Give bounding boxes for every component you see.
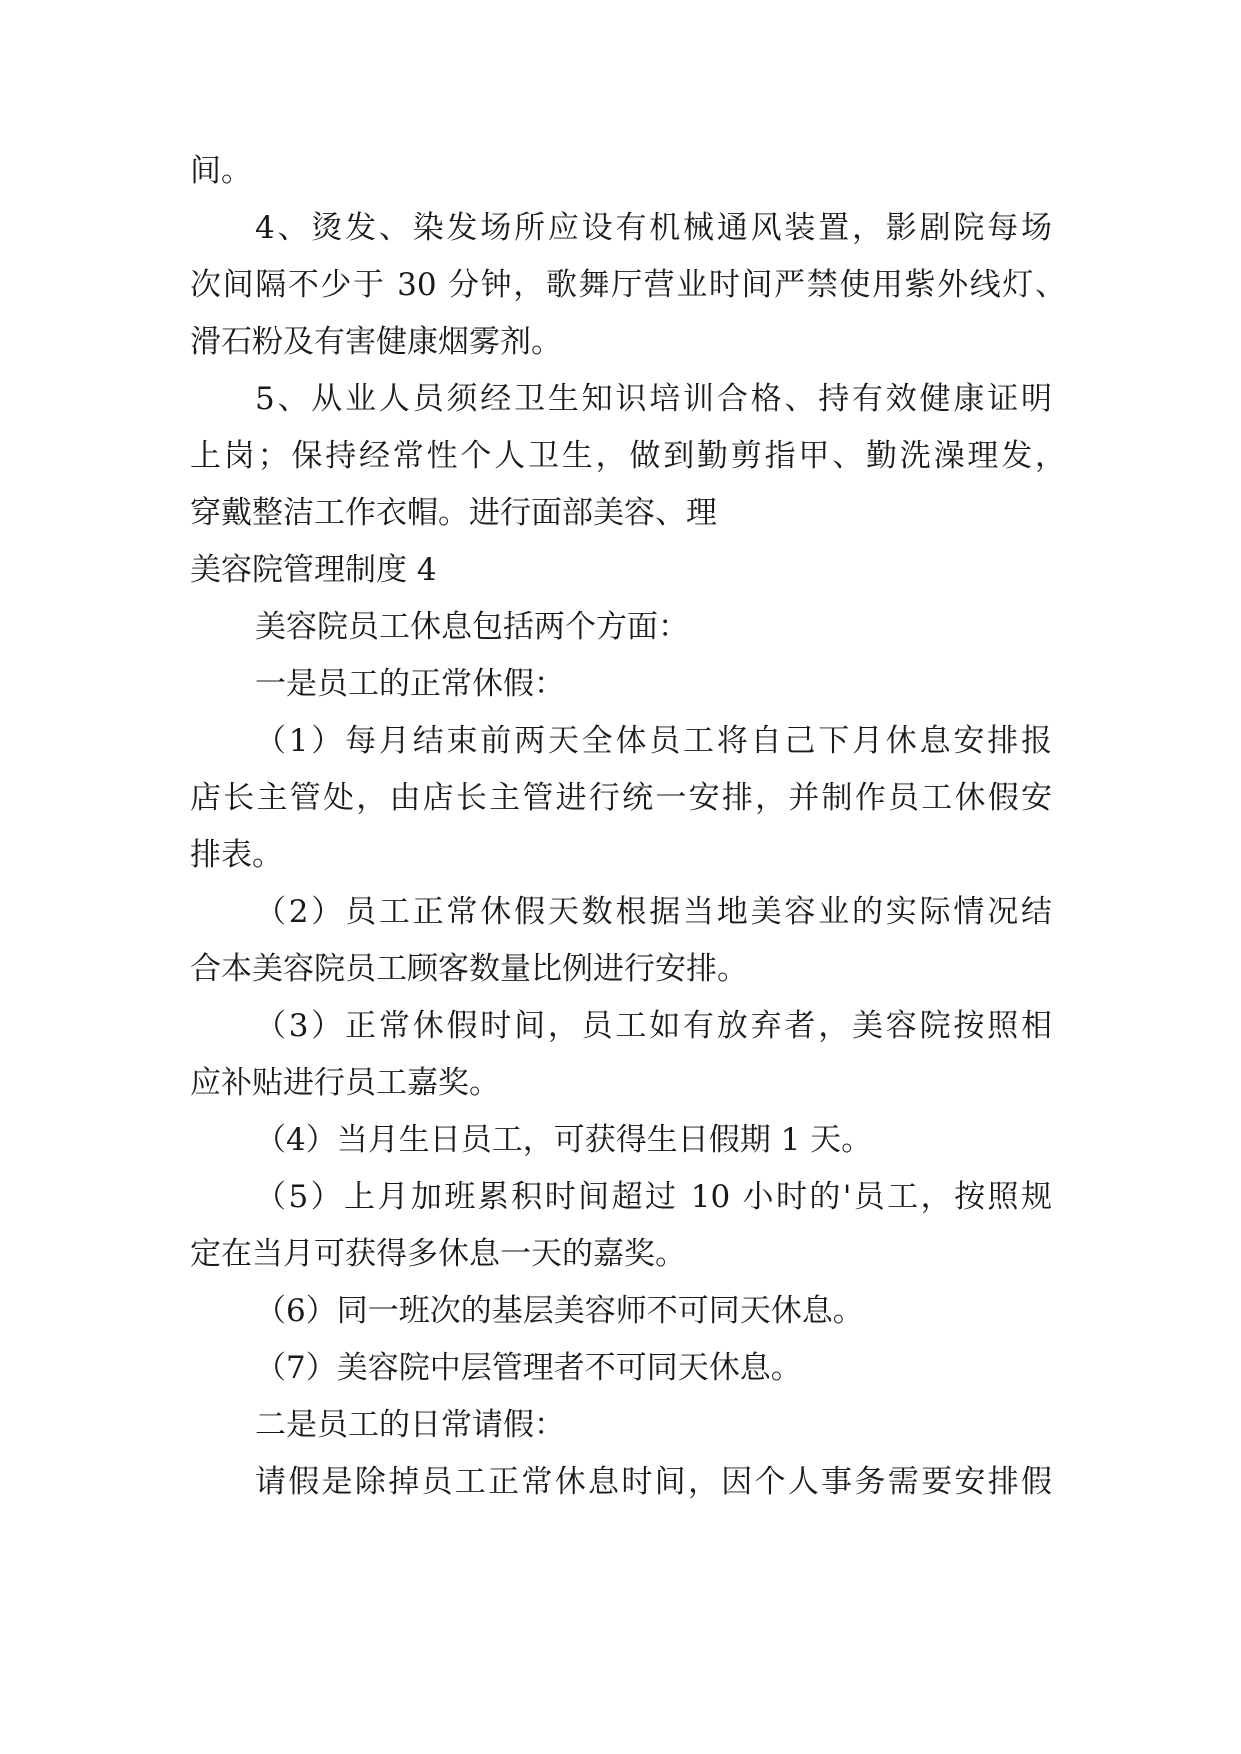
text-line: （7）美容院中层管理者不可同天休息。 (255, 1350, 802, 1386)
text-line: （4）当月生日员工，可获得生日假期 1 天。 (255, 1122, 873, 1158)
text-line: （1）每月结束前两天全体员工将自己下月休息安排报 (255, 723, 1052, 759)
text-line: 应补贴进行员工嘉奖。 (190, 1065, 500, 1101)
text-line: （3）正常休假时间，员工如有放弃者，美容院按照相 (255, 1008, 1052, 1044)
text-line: 美容院员工休息包括两个方面： (255, 609, 689, 645)
text-line: 5、从业人员须经卫生知识培训合格、持有效健康证明 (255, 381, 1052, 417)
text-line: 次间隔不少于 30 分钟，歌舞厅营业时间严禁使用紫外线灯、 (190, 267, 1066, 303)
text-line: （2）员工正常休假天数根据当地美容业的实际情况结 (255, 894, 1052, 930)
text-line: 定在当月可获得多休息一天的嘉奖。 (190, 1236, 686, 1272)
text-line: （5）上月加班累积时间超过 10 小时的'员工，按照规 (255, 1179, 1052, 1215)
text-line: 店长主管处，由店长主管进行统一安排，并制作员工休假安 (190, 780, 1052, 816)
text-line: 一是员工的正常休假： (255, 666, 565, 702)
text-line: 4、烫发、染发场所应设有机械通风装置，影剧院每场 (255, 210, 1052, 246)
text-line: 排表。 (190, 837, 283, 873)
text-line: 穿戴整洁工作衣帽。进行面部美容、理 (190, 495, 717, 531)
text-line: 合本美容院员工顾客数量比例进行安排。 (190, 951, 748, 987)
text-line: （6）同一班次的基层美容师不可同天休息。 (255, 1293, 864, 1329)
text-line: 滑石粉及有害健康烟雾剂。 (190, 324, 562, 360)
text-line: 间。 (190, 153, 252, 189)
section-heading: 美容院管理制度 4 (190, 552, 437, 588)
text-line: 上岗；保持经常性个人卫生，做到勤剪指甲、勤洗澡理发， (190, 438, 1066, 474)
text-line: 请假是除掉员工正常休息时间，因个人事务需要安排假 (255, 1464, 1052, 1500)
text-line: 二是员工的日常请假： (255, 1407, 565, 1443)
